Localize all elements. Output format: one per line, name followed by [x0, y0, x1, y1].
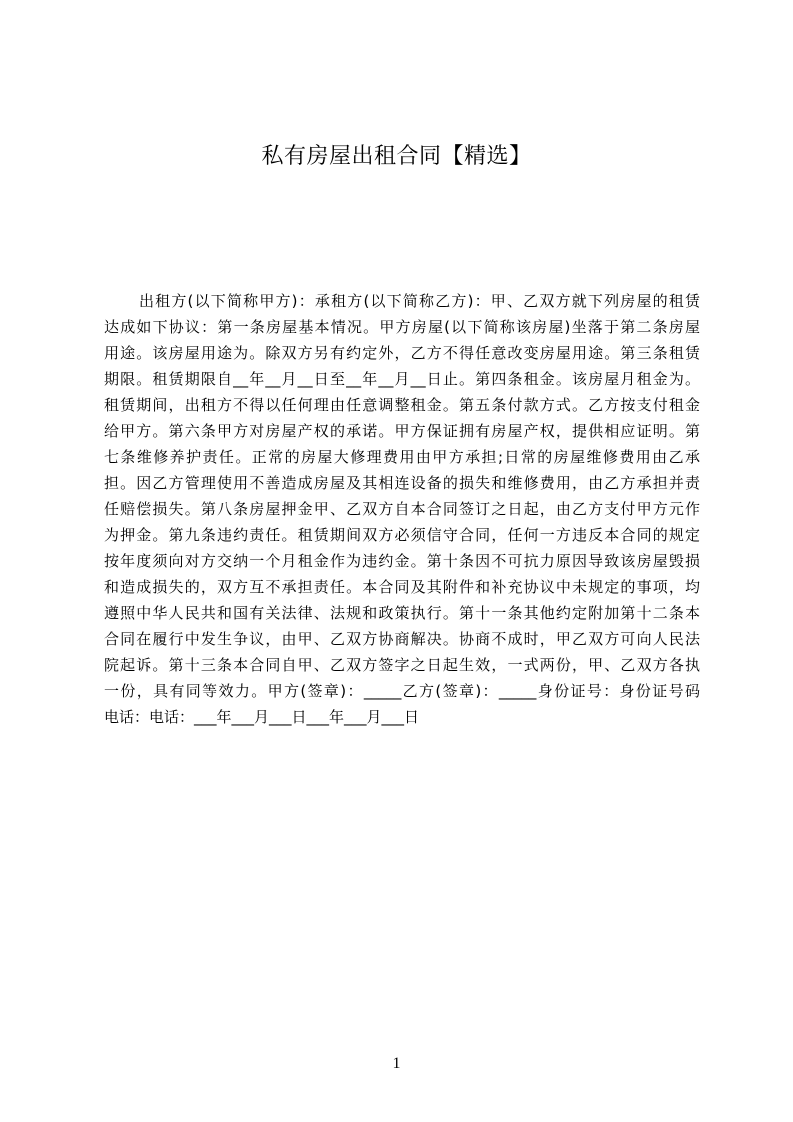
page-number: 1: [392, 1055, 401, 1072]
body-line: 合同在履行中发生争议，由甲、乙双方协商解决。协商不成时，甲乙双方可向人民法: [104, 630, 700, 648]
body-line: 遵照中华人民共和国有关法律、法规和政策执行。第十一条其他约定附加第十二条本: [104, 604, 700, 622]
body-line: 用途。该房屋用途为。除双方另有约定外，乙方不得任意改变房屋用途。第三条租赁: [104, 344, 700, 362]
body-line: 一份，具有同等效力。甲方(签章)：_____乙方(签章)：_____身份证号：身份证号码: [104, 682, 700, 700]
body-line: 任赔偿损失。第八条房屋押金甲、乙双方自本合同签订之日起，由乙方支付甲方元作: [104, 500, 700, 518]
contract-body: [104, 288, 700, 730]
body-line: 和造成损失的，双方互不承担责任。本合同及其附件和补充协议中未规定的事项，均: [104, 578, 700, 596]
body-line: 达成如下协议：第一条房屋基本情况。甲方房屋(以下简称该房屋)坐落于第二条房屋: [104, 318, 700, 336]
body-line: 为押金。第九条违约责任。租赁期间双方必须信守合同，任何一方违反本合同的规定: [104, 526, 700, 544]
body-line: 租赁期间，出租方不得以任何理由任意调整租金。第五条付款方式。乙方按支付租金: [104, 396, 700, 414]
body-line: 担。因乙方管理使用不善造成房屋及其相连设备的损失和维修费用，由乙方承担并责: [104, 474, 700, 492]
body-line: 院起诉。第十三条本合同自甲、乙双方签字之日起生效，一式两份，甲、乙双方各执: [104, 656, 700, 674]
body-line: 期限。租赁期限自__年__月__日至__年__月__日止。第四条租金。该房屋月租金为。: [104, 370, 700, 388]
body-line: 按年度须向对方交纳一个月租金作为违约金。第十条因不可抗力原因导致该房屋毁损: [104, 552, 700, 570]
body-line: 七条维修养护责任。正常的房屋大修理费用由甲方承担;日常的房屋维修费用由乙承: [104, 448, 700, 466]
document-title: 私有房屋出租合同【精选】: [261, 144, 532, 169]
body-line: 电话：电话：___年___月___日___年___月___日: [104, 708, 420, 726]
body-line: 给甲方。第六条甲方对房屋产权的承诺。甲方保证拥有房屋产权，提供相应证明。第: [104, 422, 700, 440]
body-line: 出租方(以下简称甲方)：承租方(以下简称乙方)：甲、乙双方就下列房屋的租赁: [139, 292, 700, 310]
